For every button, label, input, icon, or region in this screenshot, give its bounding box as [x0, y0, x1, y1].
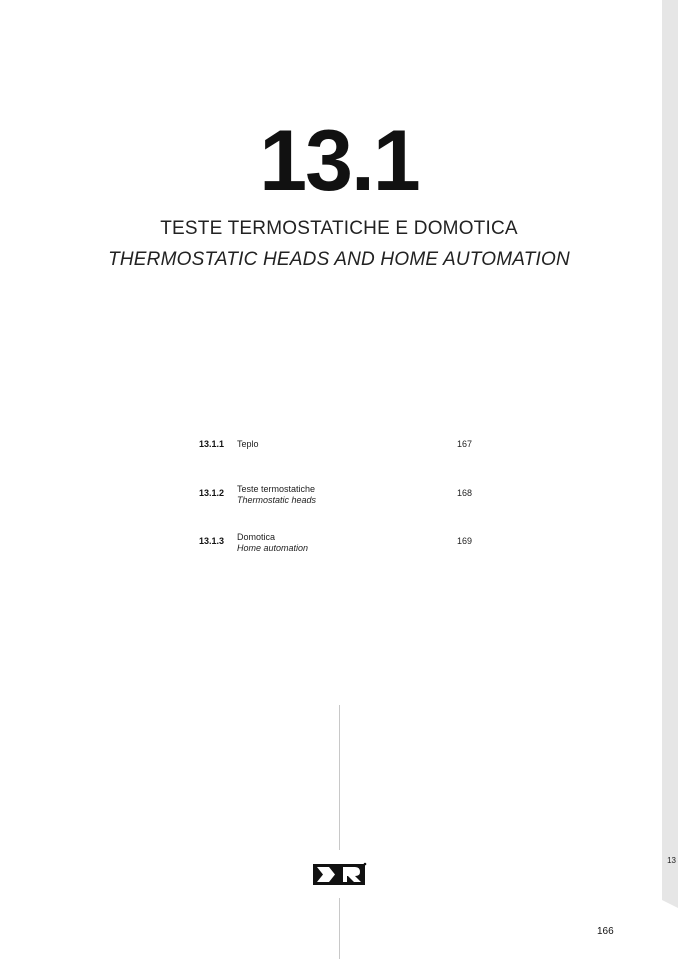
toc-entry-label-it: Domotica [237, 532, 276, 542]
chapter-title-italian: TESTE TERMOSTATICHE E DOMOTICA [160, 218, 518, 239]
toc-entry-label [237, 532, 308, 554]
toc-entry-label-en: Thermostatic heads [237, 495, 317, 505]
page-number: 166 [597, 926, 614, 937]
toc-entry-label [237, 439, 259, 450]
toc-entry-number: 13.1.3 [199, 536, 225, 546]
toc-entry-label [237, 484, 316, 506]
chapter-title-english: THERMOSTATIC HEADS AND HOME AUTOMATION [108, 249, 570, 270]
toc-entry-label-it: Teste termostatiche [237, 484, 316, 494]
toc-entry-page: 168 [457, 488, 473, 498]
toc-entry-label-it: Teplo [237, 439, 259, 449]
sr-logo-icon [313, 862, 367, 886]
toc-entry-label-en: Home automation [237, 543, 309, 553]
side-tab-chapter-number: 13 [667, 856, 676, 865]
footer-divider-line-bottom [339, 898, 340, 959]
footer-divider-line-top [339, 705, 340, 850]
chapter-number: 13.1 [259, 113, 419, 209]
toc-entry-page: 167 [457, 439, 473, 449]
toc-entry-number: 13.1.1 [199, 439, 225, 449]
toc-entry-page: 169 [457, 536, 473, 546]
toc-entry-number: 13.1.2 [199, 488, 225, 498]
